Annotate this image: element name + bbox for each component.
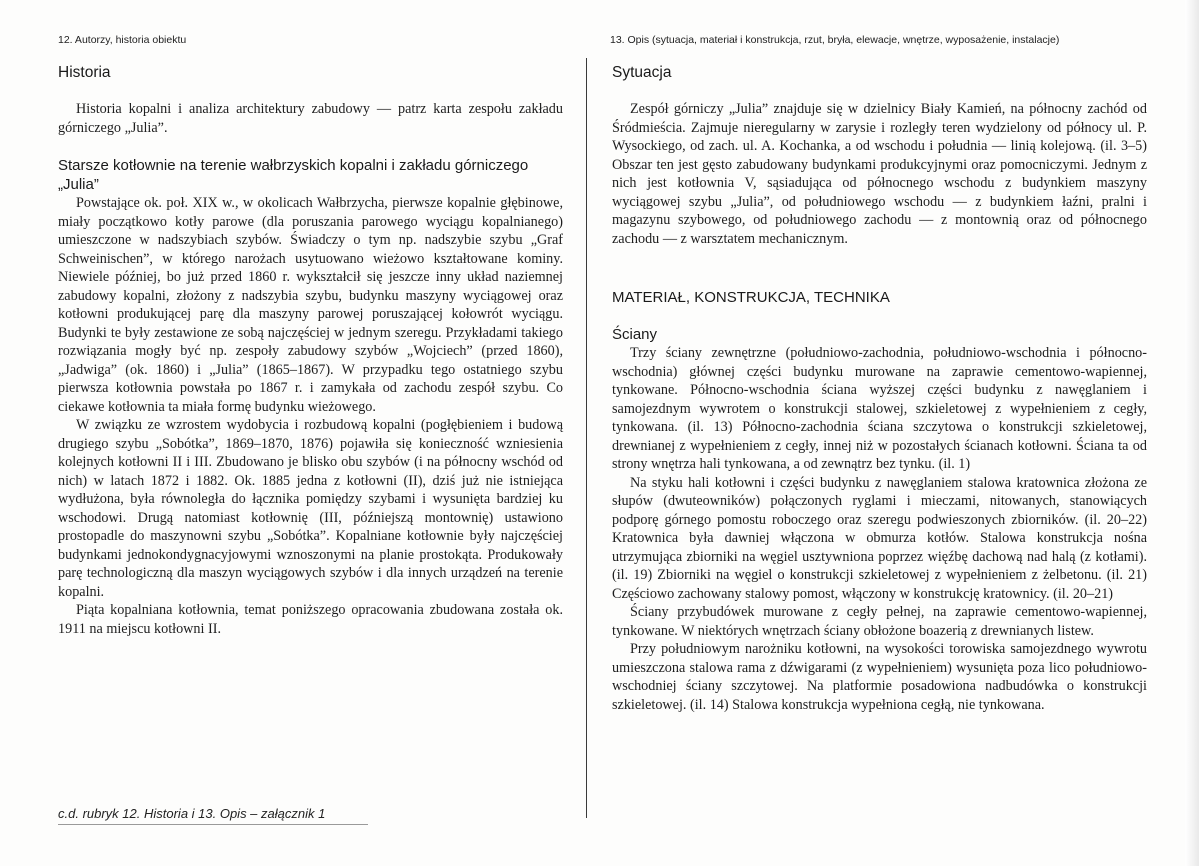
walls-paragraph-3: Ściany przybudówek murowane z cegły pełnej, na zaprawie cementowo-wapiennej, tynkowane. W niektórych wnętrzach ściany obłożone boazerią z drewnianych listew. bbox=[612, 604, 1147, 639]
column-divider bbox=[586, 58, 587, 818]
history-paragraph-2: W związku ze wzrostem wydobycia i rozbudową kopalni (pogłębieniem i budową drugiego szybu „Sobótka”, 1869–1870, 1876) pojawiła się konieczność wzniesienia kolejnych kotłowni II i III. Zbudowano je blisko obu szybów (i na północny wschód od nich) w latach 1872 i 1882. Ok. 1885 jedna z kotłowni (II), dziś już nie istniejąca wydłużona, była równoległa do łącznika pomiędzy szybami i wysunięta bardziej ku wschodowi. Drugą natomiast kotłownię (III, późniejszą montownię) ustawiono prostopadle do maszynowni szybu „Sobótka”. Kopalniane kotłownie były najczęściej budynkami jednokondygnacyjowymi wznoszonymi na planie prostokąta. Produkowały parę technologiczną dla maszyn wyciągowych szybów i dla innych urządzeń na terenie kopalni. bbox=[58, 417, 563, 600]
history-intro-paragraph: Historia kopalni i analiza architektury zabudowy — patrz karta zespołu zakładu górniczego „Julia”. bbox=[58, 101, 563, 136]
boilerhouses-subheading: Starsze kotłownie na terenie wałbrzyskich kopalni i zakładu górniczego „Julia” bbox=[58, 157, 529, 193]
walls-body bbox=[612, 344, 1147, 714]
left-page-header: 12. Autorzy, historia obiektu bbox=[58, 34, 187, 46]
material-heading: MATERIAŁ, KONSTRUKCJA, TECHNIKA bbox=[612, 289, 890, 306]
history-title: Historia bbox=[58, 64, 111, 81]
scan-edge-shadow bbox=[1185, 0, 1199, 866]
right-page-header: 13. Opis (sytuacja, materiał i konstrukcja, rzut, bryła, elewacje, wnętrze, wyposażenie, instalacje) bbox=[610, 34, 1060, 46]
history-body bbox=[58, 194, 563, 638]
history-paragraph-3: Piąta kopalniana kotłownia, temat poniższego opracowania zbudowana została ok. 1911 na miejscu kotłowni II. bbox=[58, 602, 563, 637]
history-paragraph-1: Powstające ok. poł. XIX w., w okolicach Wałbrzycha, pierwsze kopalnie głębinowe, miały początkowo kotły parowe (dla poruszania parowego wyciągu kopalnianego) umieszczone w nadszybiach szybów. Świadczy o tym np. nadszybie szybu „Graf Schweinischen”, w którego narożach usytuowano wieżowo kształtowane kominy. Niewiele później, bo już przed 1860 r. wykształcił się jeszcze inny układ naziemnej zabudowy kopalni, złożony z nadszybia szybu, budynku maszyny wyciągowej oraz kotłowni produkującej parę dla maszyny parowej poruszającej kołowrót wyciągu. Budynki te były zestawione ze sobą najczęściej w jednym szeregu. Przykładami takiego rozwiązania mogły być np. zespoły zabudowy szybów „Wojciech” (przed 1860), „Jadwiga” (ok. 1860) i „Julia” (1865–1867). W przypadku tego ostatniego szybu pierwsza kotłownia powstała po 1867 r. i zamykała od zachodu zespół szybu. Co ciekawe kotłownia ta miała formę budynku wieżowego. bbox=[58, 195, 563, 415]
walls-paragraph-4: Przy południowym narożniku kotłowni, na wysokości torowiska samojezdnego wywrotu umieszczona stalowa rama z dźwigarami (z wypełnieniem) wysunięta poza lico południowo-wschodniej ściany szczytowej. Na platformie posadowiona nadbudówka o konstrukcji szkieletowej. (il. 14) Stalowa konstrukcja wypełniona cegłą, nie tynkowana. bbox=[612, 641, 1147, 713]
situation-title: Sytuacja bbox=[612, 64, 672, 81]
walls-paragraph-1: Trzy ściany zewnętrzne (południowo-zachodnia, południowo-wschodnia i północno-wschodnia) głównej części budynku murowane na zaprawie cementowo-wapiennej, tynkowane. Północno-wschodnia ściana wyższej części budynku z nawęglaniem i samojezdnym wywrotem o konstrukcji stalowej, szkieletowej z wypełnieniem z cegły, tynkowana. (il. 13) Północno-zachodnia ściana szczytowa o konstrukcji szkieletowej, drewnianej z wypełnieniem z cegły, innej niż w pozostałych ścianach kotłowni. Ściana ta od strony wnętrza hali tynkowana, a od zewnątrz bez tynku. (il. 1) bbox=[612, 345, 1147, 472]
walls-heading: Ściany bbox=[612, 326, 658, 343]
page-footer: c.d. rubryk 12. Historia i 13. Opis – załącznik 1 bbox=[58, 806, 326, 821]
history-intro bbox=[58, 100, 563, 137]
situation-paragraph: Zespół górniczy „Julia” znajduje się w dzielnicy Biały Kamień, na północny zachód od Śródmieścia. Zajmuje nieregularny w zarysie i rozległy teren wydzielony od północy ul. P. Wysockiego, od zach. ul. A. Kochanka, a od wschodu i południa — linią kolejową. (il. 3–5) Obszar ten jest gęsto zabudowany budynkami produkcyjnymi oraz pomocniczymi. Jednym z nich jest kotłownia V, sąsiadująca od północnego wschodu z budynkiem maszyny wyciągowej szybu „Julia”, od południowego wschodu — z budynkiem łaźni, pralni i magazynu szybowego, od południowego zachodu — z montownią oraz od północnego zachodu — z warsztatem mechanicznym. bbox=[612, 101, 1147, 247]
footer-rule bbox=[58, 824, 368, 825]
walls-paragraph-2: Na styku hali kotłowni i części budynku z nawęglaniem stalowa kratownica złożona ze słupów (dwuteowników) połączonych ryglami i mieczami, nitowanych, stanowiących podporę górnego pomostu roboczego oraz szeregu podwieszonych zbiorników. (il. 20–22) Kratownica była dawniej włączona w obmurza kotłów. Stalowa konstrukcja nośna utrzymująca zbiorniki na węgiel usztywniona poprzez więźbę dachową nad halą (z kotłami). (il. 19) Zbiorniki na węgiel o konstrukcji szkieletowej z wypełnieniem z żelbetonu. (il. 21) Częściowo zachowany stalowy pomost, włączony w konstrukcję kratownicy. (il. 20–21) bbox=[612, 474, 1147, 602]
situation-body bbox=[612, 100, 1147, 248]
